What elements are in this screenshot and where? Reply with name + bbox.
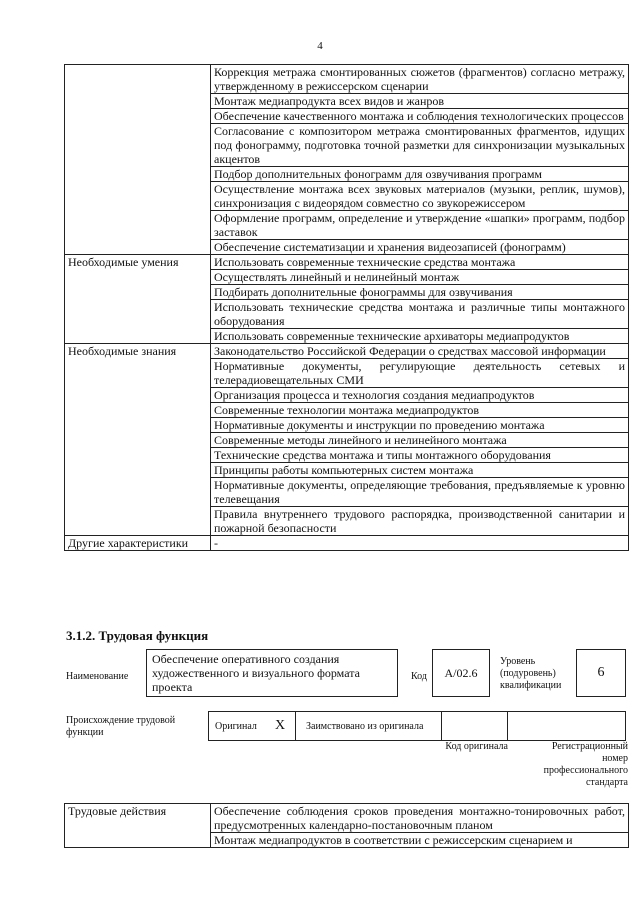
list-item: Подбор дополнительных фонограмм для озвучивания программ [211, 167, 629, 182]
row-label: Необходимые умения [65, 255, 211, 344]
list-item: Монтаж медиапродуктов в соответствии с режиссерским сценарием и [211, 833, 629, 848]
reg-number-cell [507, 711, 626, 741]
list-item: Подбирать дополнительные фонограммы для озвучивания [211, 285, 629, 300]
level-value-box [576, 649, 626, 697]
code-original-cell [441, 711, 508, 741]
list-item: Использовать современные технические архиваторы медиапродуктов [211, 329, 629, 344]
borrowed-label: Заимствовано из оригинала [306, 721, 424, 732]
list-item: Принципы работы компьютерных систем монтажа [211, 463, 629, 478]
level-label: Уровень (подуровень) квалификации [500, 656, 562, 691]
list-item: Правила внутреннего трудового распорядка, производственной санитарии и пожарной безопасности [211, 507, 629, 536]
code-label: Код [411, 671, 427, 682]
table-row [65, 536, 629, 551]
labor-actions-table [64, 803, 629, 848]
original-label: Оригинал [215, 721, 257, 732]
list-item: Организация процесса и технология создания медиапродуктов [211, 388, 629, 403]
code-value-box [432, 649, 490, 697]
row-label: Другие характеристики [65, 536, 211, 551]
table-row [65, 344, 629, 359]
list-item: Коррекция метража смонтированных сюжетов (фрагментов) согласно метражу, утвержденному в режиссерском сценарии [211, 65, 629, 94]
table-row [65, 65, 629, 94]
original-cell [208, 711, 296, 741]
list-item: Нормативные документы и инструкции по проведению монтажа [211, 418, 629, 433]
original-mark: X [275, 718, 286, 733]
list-item: Оформление программ, определение и утверждение «шапки» программ, подбор заставок [211, 211, 629, 240]
list-item: Современные технологии монтажа медиапродуктов [211, 403, 629, 418]
list-item: Нормативные документы, регулирующие деятельность сетевых и телерадиовещательных СМИ [211, 359, 629, 388]
origin-label: Происхождение трудовой функции [66, 715, 176, 738]
list-item: Осуществление монтажа всех звуковых материалов (музыки, реплик, шумов), синхронизация с видеорядом совместно со звукорежиссером [211, 182, 629, 211]
table-row [65, 804, 629, 833]
list-item: Использовать современные технические средства монтажа [211, 255, 629, 270]
list-item: Обеспечение качественного монтажа и соблюдения технологических процессов [211, 109, 629, 124]
list-item: Технические средства монтажа и типы монтажного оборудования [211, 448, 629, 463]
list-item: Осуществлять линейный и нелинейный монтаж [211, 270, 629, 285]
function-name-box [146, 649, 398, 697]
level-value: 6 [597, 665, 605, 680]
row-label [65, 65, 211, 255]
list-item: Обеспечение систематизации и хранения видеозаписей (фонограмм) [211, 240, 629, 255]
code-original-caption: Код оригинала [445, 741, 508, 752]
row-label: Трудовые действия [65, 804, 211, 848]
competency-table [64, 64, 629, 551]
function-name-value: Обеспечение оперативного создания художественного и визуального формата проекта [152, 652, 360, 694]
list-item: - [211, 536, 629, 551]
row-label: Необходимые знания [65, 344, 211, 536]
list-item: Нормативные документы, определяющие требования, предъявляемые к уровню телевещания [211, 478, 629, 507]
reg-number-caption: Регистрационный номер профессионального стандарта [543, 741, 628, 788]
section-title: 3.1.2. Трудовая функция [66, 628, 209, 643]
page-number: 4 [317, 40, 323, 52]
list-item: Согласование с композитором метража смонтированных фрагментов, идущих под фонограмму, подготовка точной разметки для синхронизации музыкальных акцентов [211, 124, 629, 167]
list-item: Монтаж медиапродукта всех видов и жанров [211, 94, 629, 109]
list-item: Современные методы линейного и нелинейного монтажа [211, 433, 629, 448]
list-item: Обеспечение соблюдения сроков проведения монтажно-тонировочных работ, предусмотренных календарно-постановочным планом [211, 804, 629, 833]
list-item: Использовать технические средства монтажа и различные типы монтажного оборудования [211, 300, 629, 329]
name-label: Наименование [66, 671, 129, 682]
borrowed-cell [295, 711, 442, 741]
list-item: Законодательство Российской Федерации о средствах массовой информации [211, 344, 629, 359]
table-row [65, 255, 629, 270]
code-value: А/02.6 [444, 666, 478, 680]
